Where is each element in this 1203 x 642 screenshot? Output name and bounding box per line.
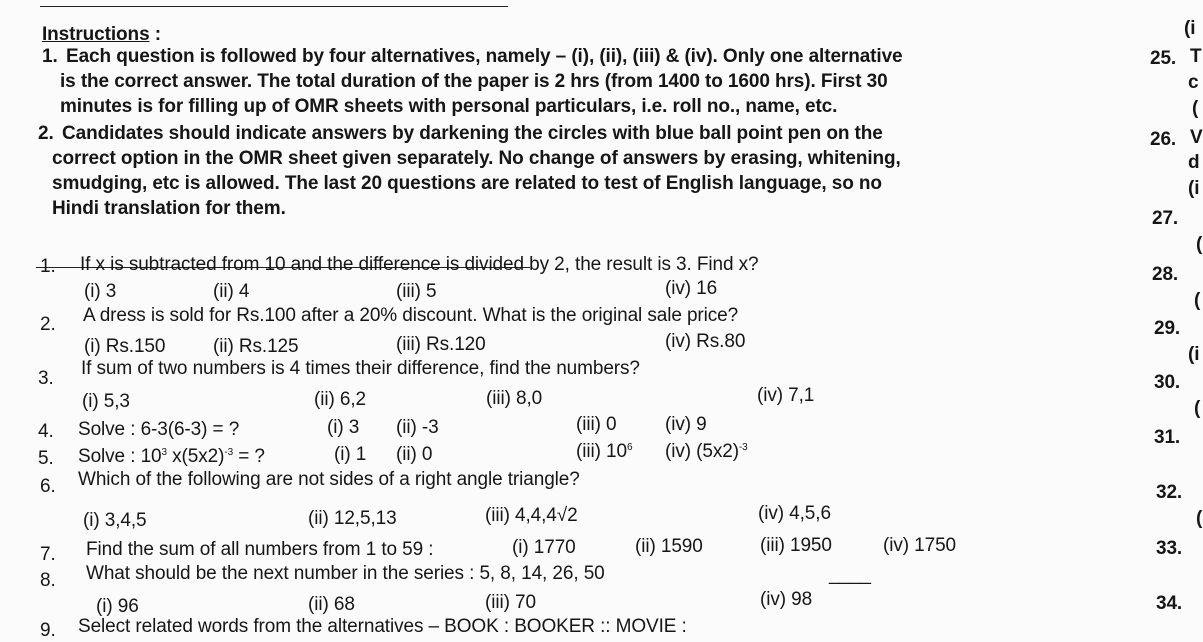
right-item-29-number: 29. xyxy=(1154,318,1181,339)
question-6-option-4: (iv) 4,5,6 xyxy=(758,503,831,524)
question-8-number: 8. xyxy=(40,570,56,591)
top-divider xyxy=(40,6,508,7)
question-6-option-1: (i) 3,4,5 xyxy=(83,510,147,531)
question-4-text: Solve : 6-3(6-3) = ? xyxy=(78,419,240,440)
question-5-sup-a: 3 xyxy=(161,447,167,458)
question-9-text: Select related words from the alternatives – BOOK : BOOKER :: MOVIE : xyxy=(78,616,687,637)
question-2-option-1: (i) Rs.150 xyxy=(84,336,166,357)
right-item-28-number: 28. xyxy=(1152,264,1179,285)
question-1-option-4: (iv) 16 xyxy=(665,278,718,299)
question-1-option-3: (iii) 5 xyxy=(396,281,437,302)
question-4-option-3: (iii) 0 xyxy=(576,414,617,435)
question-6-text: Which of the following are not sides of a right angle triangle? xyxy=(78,469,580,490)
question-4-option-1: (i) 3 xyxy=(327,417,360,438)
right-item-26-line-2: d xyxy=(1188,152,1200,173)
question-2-number: 2. xyxy=(40,314,56,335)
question-4-option-2: (ii) -3 xyxy=(396,417,439,438)
question-5-option-4-sup: -3 xyxy=(738,442,748,453)
right-item-27-number: 27. xyxy=(1152,208,1179,229)
right-item-25-line-3: ( xyxy=(1192,98,1199,119)
question-7-option-3: (iii) 1950 xyxy=(760,535,832,556)
question-5-sup-b: -3 xyxy=(224,447,234,458)
question-5-option-3-sup: 6 xyxy=(626,442,633,453)
instruction-1-line-2: is the correct answer. The total duration of the paper is 2 hrs (from 1400 to 1600 hrs). First 30 xyxy=(60,71,888,92)
question-1-text: If x is subtracted from 10 and the difference is divided by 2, the result is 3. Find x? xyxy=(80,254,759,275)
right-item-25-number: 25. xyxy=(1150,48,1177,69)
instruction-2-line-1: Candidates should indicate answers by darkening the circles with blue ball point pen on the xyxy=(62,123,883,144)
question-5-option-1: (i) 1 xyxy=(334,444,367,465)
question-8-text: What should be the next number in the series : 5, 8, 14, 26, 50 xyxy=(86,563,605,584)
question-5-text-part-a: Solve : 10 xyxy=(78,446,162,467)
question-4-number: 4. xyxy=(38,421,54,442)
question-7-number: 7. xyxy=(40,544,56,565)
instruction-1-line-1: Each question is followed by four alternatives, namely – (i), (ii), (iii) & (iv). Only one alternative xyxy=(66,46,903,67)
instruction-1-line-3: minutes is for filling up of OMR sheets with personal particulars, i.e. roll no., name, etc. xyxy=(60,96,838,117)
question-6-number: 6. xyxy=(40,476,56,497)
right-item-30-number: 30. xyxy=(1154,372,1181,393)
question-6-option-3: (iii) 4,4,4√2 xyxy=(485,505,578,526)
right-item-26-number: 26. xyxy=(1150,129,1177,150)
question-5-option-4-base: (iv) (5x2) xyxy=(665,441,739,462)
question-5-text xyxy=(78,446,265,468)
question-5-text-part-c: = ? xyxy=(233,446,265,467)
question-8-blank: ____ xyxy=(829,564,871,585)
question-3-text: If sum of two numbers is 4 times their difference, find the numbers? xyxy=(81,358,640,379)
question-5-option-3 xyxy=(576,441,632,463)
right-item-29-line-2: (i xyxy=(1188,344,1200,365)
instruction-1-number: 1. xyxy=(42,46,58,67)
question-8-option-1: (i) 96 xyxy=(96,596,139,617)
right-item-27-line-2: ( xyxy=(1196,234,1203,255)
right-item-33-number: 33. xyxy=(1156,538,1183,559)
question-7-option-4: (iv) 1750 xyxy=(883,535,957,556)
question-3-option-2: (ii) 6,2 xyxy=(314,389,366,410)
right-item-26-line-3: (i xyxy=(1188,178,1200,199)
question-1-option-1: (i) 3 xyxy=(84,281,117,302)
instructions-heading-row xyxy=(42,24,161,46)
right-item-26-line-1: V xyxy=(1190,127,1203,148)
question-5-option-4 xyxy=(665,441,748,463)
question-2-text: A dress is sold for Rs.100 after a 20% discount. What is the original sale price? xyxy=(83,305,739,326)
instruction-2-line-3: smudging, etc is allowed. The last 20 questions are related to test of English language, so no xyxy=(52,173,882,194)
right-item-25-line-2: c xyxy=(1188,72,1199,93)
instruction-2-number: 2. xyxy=(38,123,54,144)
question-9-number: 9. xyxy=(40,620,56,641)
right-item-32-line-2: ( xyxy=(1196,508,1203,529)
question-5-option-3-base: (iii) 10 xyxy=(576,441,627,462)
question-5-text-part-b: x(5x2) xyxy=(166,446,225,467)
right-item-30-line-2: ( xyxy=(1194,398,1201,419)
question-2-option-2: (ii) Rs.125 xyxy=(213,336,299,357)
question-2-option-4: (iv) Rs.80 xyxy=(665,331,746,352)
question-6-option-2: (ii) 12,5,13 xyxy=(308,508,397,529)
question-8-option-3: (iii) 70 xyxy=(485,592,536,613)
question-7-text: Find the sum of all numbers from 1 to 59 : xyxy=(86,539,434,560)
right-item-32-number: 32. xyxy=(1156,482,1183,503)
instruction-2-line-4: Hindi translation for them. xyxy=(52,198,286,219)
question-1-option-2: (ii) 4 xyxy=(213,281,250,302)
question-2-option-3: (iii) Rs.120 xyxy=(396,334,486,355)
question-1-number: 1. xyxy=(40,256,56,277)
question-4-option-4: (iv) 9 xyxy=(665,414,707,435)
question-3-option-3: (iii) 8,0 xyxy=(486,388,543,409)
question-3-option-4: (iv) 7,1 xyxy=(757,385,815,406)
question-7-option-2: (ii) 1590 xyxy=(635,536,703,557)
question-7-option-1: (i) 1770 xyxy=(512,537,576,558)
question-8-option-2: (ii) 68 xyxy=(308,594,355,615)
instructions-colon: : xyxy=(154,24,161,45)
right-item-25-line-1: T xyxy=(1190,46,1202,67)
right-top-fragment: (i xyxy=(1184,18,1196,39)
question-5-number: 5. xyxy=(38,448,54,469)
question-3-number: 3. xyxy=(38,368,54,389)
question-3-option-1: (i) 5,3 xyxy=(82,391,130,412)
instructions-heading: Instructions xyxy=(42,24,150,45)
question-8-option-4: (iv) 98 xyxy=(760,589,813,610)
right-item-28-line-2: ( xyxy=(1194,290,1201,311)
question-5-option-2: (ii) 0 xyxy=(396,444,433,465)
right-item-34-number: 34. xyxy=(1156,593,1183,614)
right-item-31-number: 31. xyxy=(1154,427,1181,448)
instruction-2-line-2: correct option in the OMR sheet given separately. No change of answers by erasing, whitening, xyxy=(52,148,901,169)
